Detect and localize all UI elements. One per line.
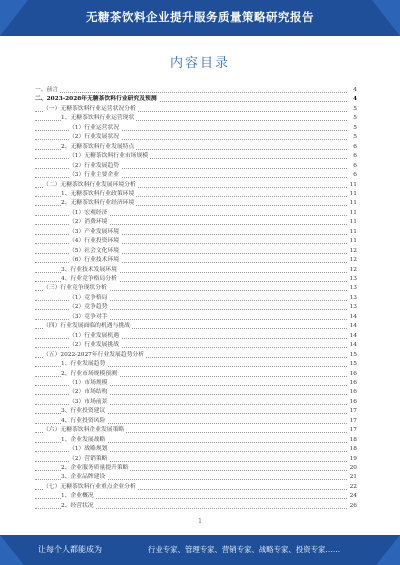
toc-entry[interactable]: [35, 171, 357, 180]
toc-entry-page: 12: [347, 266, 357, 275]
toc-entry[interactable]: [35, 105, 357, 114]
toc-entry-label: （3）竞争对手: [69, 313, 108, 320]
toc-entry-page: 14: [347, 313, 357, 322]
toc-entry[interactable]: [35, 162, 357, 171]
toc-entry-label: （5）社会文化环境: [69, 247, 120, 254]
toc-entry-label: 二、2023-2028年无糖茶饮料行业研究及预测: [35, 96, 157, 103]
toc-entry-page: 11: [347, 190, 357, 199]
toc-entry-label: （6）行业技术环境: [69, 257, 120, 264]
toc-entry-page: 6: [347, 143, 357, 152]
toc-entry-label: 2、经营状况: [61, 502, 94, 509]
toc-entry-page: 14: [347, 341, 357, 350]
footer-decoration-left: [0, 535, 24, 565]
toc-entry-page: 17: [347, 426, 357, 435]
toc-entry-label: （2）行业发展状况: [69, 134, 120, 141]
toc-entry-page: 12: [347, 256, 357, 265]
toc-entry-page: 11: [347, 237, 357, 246]
toc-entry-page: 12: [347, 247, 357, 256]
toc-entry-label: 3、行业投资建议: [61, 408, 106, 415]
toc-entry-label: （3）行业主要企业: [69, 172, 120, 179]
toc-entry-label: （4）行业投资环境: [69, 238, 120, 245]
toc-entry-page: 13: [347, 284, 357, 293]
toc-entry[interactable]: [35, 275, 357, 284]
toc-entry[interactable]: [35, 86, 357, 95]
toc-entry[interactable]: [35, 473, 357, 482]
toc-entry[interactable]: [35, 181, 357, 190]
toc-entry-label: （1）战略规划: [69, 446, 108, 453]
toc-entry[interactable]: [35, 218, 357, 227]
toc-heading: 内容目录: [169, 56, 230, 71]
toc-entry-label: 4、行业竞争格局分析: [61, 276, 117, 282]
toc-entry-page: 11: [347, 228, 357, 237]
toc-entry-page: 5: [347, 105, 357, 114]
toc-entry[interactable]: [35, 445, 357, 454]
toc-entry[interactable]: [35, 228, 357, 237]
toc-entry[interactable]: [35, 436, 357, 445]
toc-entry[interactable]: [35, 313, 357, 322]
toc-entry-label: 3、企业品牌建设: [61, 474, 106, 481]
toc-entry-page: 5: [347, 114, 357, 123]
toc-entry[interactable]: [35, 332, 357, 341]
header-bar: [0, 0, 400, 36]
toc-entry[interactable]: [35, 152, 357, 161]
report-title: 无糖茶饮料企业提升服务质量策略研究报告: [86, 10, 314, 24]
toc-entry-label: （二）无糖茶饮料行业发展环境分析: [43, 181, 136, 188]
toc-entry-label: （1）无糖茶饮料行业市场规模: [69, 153, 149, 160]
toc-entry[interactable]: [35, 483, 357, 492]
toc-entry-page: 14: [347, 332, 357, 341]
toc-entry-label: （2）行业发展挑战: [69, 342, 120, 349]
toc-entry[interactable]: [35, 426, 357, 435]
toc-entry-page: 5: [347, 124, 357, 133]
toc-entry-label: 2、行业市场规模预测: [61, 370, 117, 377]
toc-entry[interactable]: [35, 398, 357, 407]
toc-entry-page: 6: [347, 152, 357, 161]
toc-entry-label: 2、无糖茶饮料行业经济环境: [61, 200, 135, 207]
toc-entry-label: （3）产业发展环境: [69, 228, 120, 235]
toc-entry-label: （2）竞争趋势: [69, 304, 108, 311]
toc-entry-label: 1、企业发展战略: [61, 436, 106, 443]
toc-entry-label: （七）无糖茶饮料行业重点企业分析: [43, 483, 136, 490]
toc-entry-label: （1）市场规模: [69, 379, 108, 386]
toc-entry[interactable]: [35, 266, 357, 275]
toc-entry-page: 14: [347, 322, 357, 331]
toc-entry[interactable]: [35, 199, 357, 208]
toc-entry[interactable]: [35, 502, 357, 511]
toc-entry-page: 11: [347, 199, 357, 208]
toc-entry-page: 22: [347, 483, 357, 492]
toc-entry-label: （1）行业运营状况: [69, 124, 120, 131]
toc-entry[interactable]: [35, 303, 357, 312]
toc-entry-page: 13: [347, 303, 357, 312]
toc-entry[interactable]: [35, 209, 357, 218]
toc-entry[interactable]: [35, 492, 357, 501]
toc-entry-label: （2）营销策略: [69, 455, 108, 462]
toc-entry[interactable]: [35, 294, 357, 303]
toc-entry-page: 11: [347, 209, 357, 218]
footer-slogan: 让每个人都能成为: [38, 545, 102, 554]
toc-entry-label: （1）行业发展机遇: [69, 332, 120, 339]
toc-entry[interactable]: [35, 143, 357, 152]
toc-entry-page: 11: [347, 181, 357, 190]
toc-entry-label: 1、无糖茶饮料行业政策环境: [61, 190, 135, 197]
toc-entry[interactable]: [35, 124, 357, 133]
toc-entry-page: 24: [347, 492, 357, 501]
toc-entry[interactable]: [35, 455, 357, 464]
toc-entry-label: （1）宏观经济: [69, 209, 108, 216]
toc-entry[interactable]: [35, 95, 357, 104]
toc-entry[interactable]: [35, 114, 357, 123]
toc-entry-label: （一）无糖茶饮料行业运营状况分析: [43, 105, 136, 112]
toc-entry-page: 20: [347, 464, 357, 473]
toc-entry-page: 16: [347, 398, 357, 407]
toc-entry-label: （1）竞争格局: [69, 294, 108, 301]
toc-entry-page: 4: [347, 86, 357, 95]
toc-entry[interactable]: [35, 284, 357, 293]
toc-entry-label: 3、行业技术发展环境: [61, 266, 117, 273]
toc-entry-label: 1、企业概况: [61, 493, 94, 500]
toc-entry-page: 16: [347, 388, 357, 397]
toc-entry-page: 13: [347, 275, 357, 284]
toc-entry[interactable]: [35, 237, 357, 246]
toc-entry[interactable]: [35, 388, 357, 397]
toc-entry-label: （2）市场结构: [69, 389, 108, 396]
toc-entry[interactable]: [35, 464, 357, 473]
toc-entry[interactable]: [35, 133, 357, 142]
toc-entry-page: 15: [347, 351, 357, 360]
toc-entry[interactable]: [35, 322, 357, 331]
toc-entry-label: 2、企业服务质量提升策略: [61, 465, 129, 471]
footer-bar: [0, 535, 400, 565]
toc-entry[interactable]: [35, 256, 357, 265]
toc-entry-page: 16: [347, 370, 357, 379]
toc-entry[interactable]: [35, 417, 357, 426]
toc-entry[interactable]: [35, 379, 357, 388]
toc-entry-page: 17: [347, 417, 357, 426]
toc-entry-page: 4: [347, 95, 357, 104]
toc-entry-page: 15: [347, 360, 357, 369]
toc-entry-page: 5: [347, 133, 357, 142]
toc-entry-label: （六）无糖茶饮料企业发展策略: [43, 427, 125, 434]
footer-tagline: 行业专家、管理专家、营销专家、战略专家、投资专家……: [148, 545, 341, 554]
toc-entry[interactable]: [35, 407, 357, 416]
toc-entry-label: 1、行业发展趋势: [61, 361, 106, 368]
toc-entry-label: 1、无糖茶饮料行业运营现状: [61, 115, 135, 122]
toc-entry-page: 6: [347, 171, 357, 180]
toc-entry-label: （3）市场前景: [69, 398, 108, 405]
toc-entry-page: 17: [347, 407, 357, 416]
toc-entry-page: 19: [347, 455, 357, 464]
toc-entry-label: 4、行业投资风险: [61, 417, 106, 424]
toc-entry-page: 13: [347, 294, 357, 303]
toc-entry[interactable]: [35, 341, 357, 350]
toc-entry-page: 21: [347, 473, 357, 482]
toc-entry-label: （2）消费环境: [69, 219, 108, 226]
footer-decoration-right: [376, 535, 400, 565]
toc-entry-page: 6: [347, 162, 357, 171]
toc-entry[interactable]: [35, 247, 357, 256]
toc-entry-label: （2）行业发展趋势: [69, 162, 120, 169]
toc-entry-page: 18: [347, 436, 357, 445]
toc-entry[interactable]: [35, 360, 357, 369]
toc-entry-label: （五）2022-2027年行业发展趋势分析: [43, 351, 145, 358]
page-number: 1: [198, 518, 202, 525]
toc-entry[interactable]: [35, 370, 357, 379]
toc-entry-label: 一、前言: [35, 87, 59, 93]
toc-entry-label: 2、无糖茶饮料行业发展特点: [61, 143, 135, 150]
toc-leader-dots: [35, 92, 347, 93]
toc-entry[interactable]: [35, 190, 357, 199]
toc-entry-label: （三）行业竞争现状分析: [43, 285, 107, 292]
toc-entry[interactable]: [35, 351, 357, 360]
toc-entry-page: 16: [347, 379, 357, 388]
toc-entry-page: 26: [347, 502, 357, 511]
toc-entry-label: （四）行业发展面临的机遇与挑战: [43, 323, 130, 330]
toc-entry-page: 11: [347, 218, 357, 227]
toc-entry-page: 18: [347, 445, 357, 454]
